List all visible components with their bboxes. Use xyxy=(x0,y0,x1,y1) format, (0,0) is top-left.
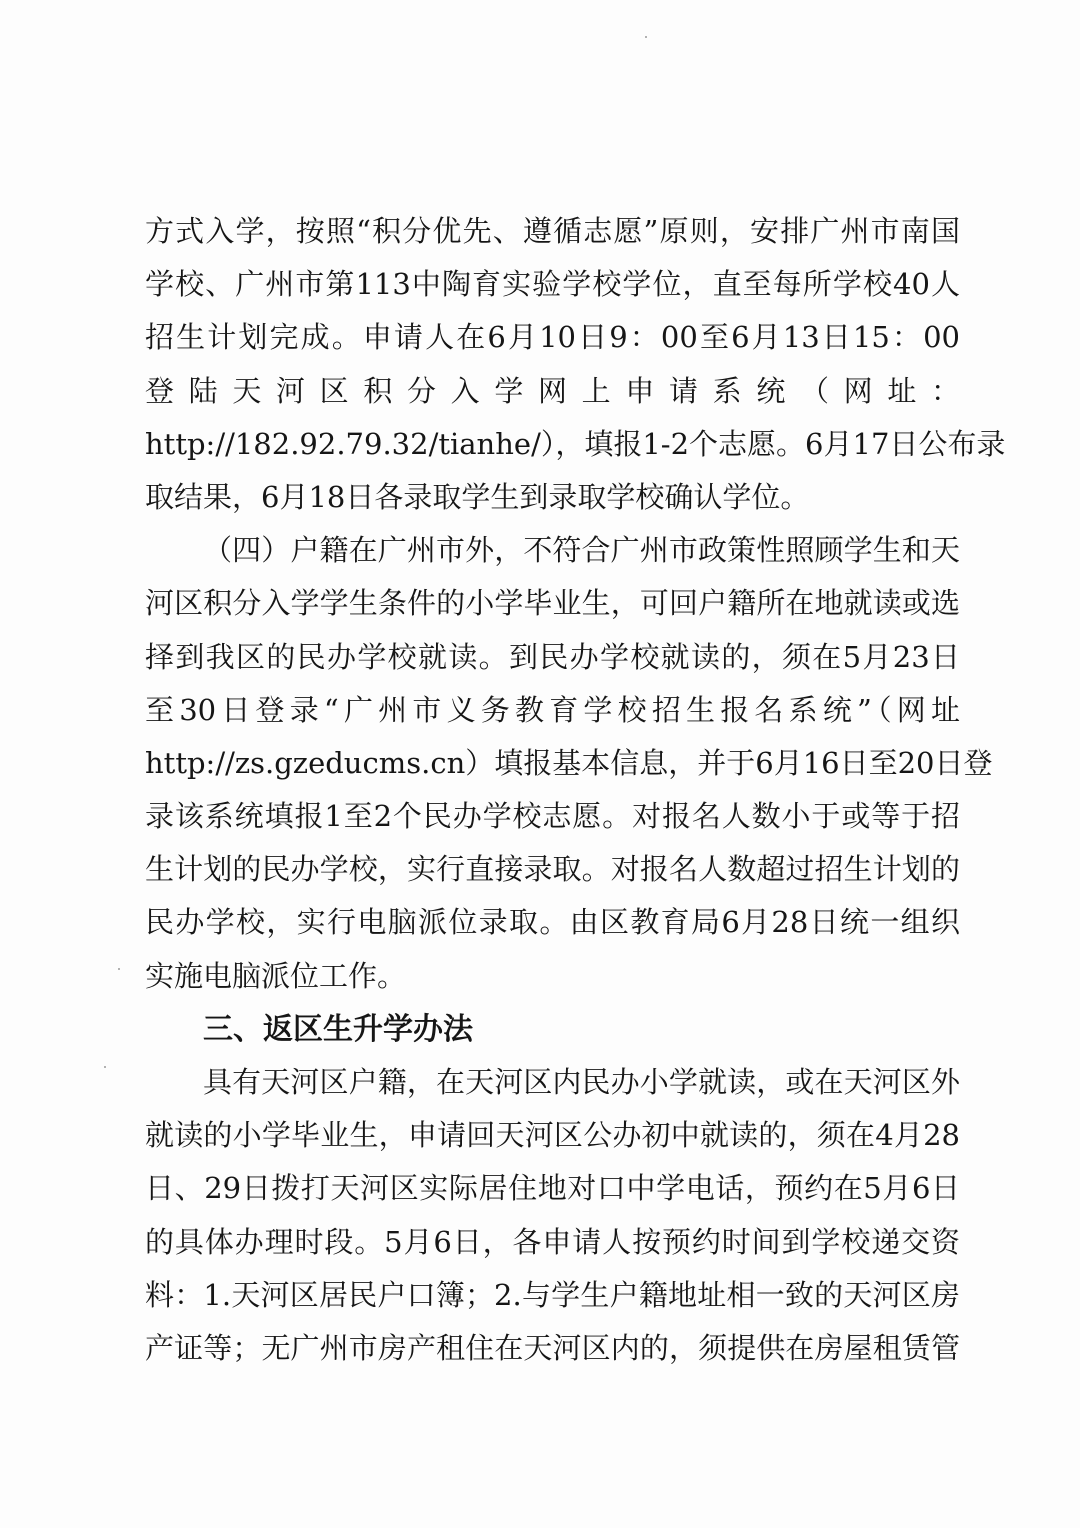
text-line: 生计划的民办学校，实行直接录取。对报名人数超过招生计划的 xyxy=(145,852,960,887)
text-line: 的具体办理时段。5月6日，各申请人按预约时间到学校递交资 xyxy=(145,1224,960,1259)
paragraph-start: 具有天河区户籍，在天河区内民办小学就读，或在天河区外 xyxy=(203,1065,960,1099)
text-line: 实施电脑派位工作。 xyxy=(145,958,407,993)
text-line: http://zs.gzeducms.cn）填报基本信息，并于6月16日至20日登 xyxy=(145,745,993,780)
text-line: 取结果，6月18日各录取学生到录取学校确认学位。 xyxy=(145,479,810,514)
scan-speck xyxy=(118,968,120,970)
text-line: 就读的小学毕业生，申请回天河区公办初中就读的，须在4月28 xyxy=(145,1118,960,1153)
document-body xyxy=(145,205,1006,1375)
text-line: 学校、广州市第113中陶育实验学校学位，直至每所学校40人 xyxy=(145,267,960,302)
text-line: 日、29日拨打天河区实际居住地对口中学电话，预约在5月6日 xyxy=(145,1171,960,1206)
text-line: 至30日登录“广州市义务教育学校招生报名系统”（网址 xyxy=(145,692,960,727)
text-line: 择到我区的民办学校就读。到民办学校就读的，须在5月23日 xyxy=(145,639,960,674)
text-line: 料：1.天河区居民户口簿；2.与学生户籍地址相一致的天河区房 xyxy=(145,1277,960,1312)
scan-speck xyxy=(104,1066,106,1068)
text-line: 产证等；无广州市房产租住在天河区内的，须提供在房屋租赁管 xyxy=(145,1330,960,1365)
text-line: 录该系统填报1至2个民办学校志愿。对报名人数小于或等于招 xyxy=(145,799,960,834)
text-line: 河区积分入学学生条件的小学毕业生，可回户籍所在地就读或选 xyxy=(145,586,960,621)
text-line: http://182.92.79.32/tianhe/），填报1-2个志愿。6月17日公布录 xyxy=(145,426,1006,461)
text-line: 方式入学，按照“积分优先、遵循志愿”原则，安排广州市南国 xyxy=(145,214,960,248)
paragraph-four-start: （四）户籍在广州市外，不符合广州市政策性照顾学生和天 xyxy=(203,533,960,568)
text-line: 登陆天河区积分入学网上申请系统（网址： xyxy=(145,373,960,408)
section-heading: 三、返区生升学办法 xyxy=(203,1011,473,1047)
scan-speck xyxy=(645,36,647,38)
text-line: 招生计划完成。申请人在6月10日9：00至6月13日15：00 xyxy=(145,320,960,355)
text-line: 民办学校，实行电脑派位录取。由区教育局6月28日统一组织 xyxy=(145,905,960,940)
